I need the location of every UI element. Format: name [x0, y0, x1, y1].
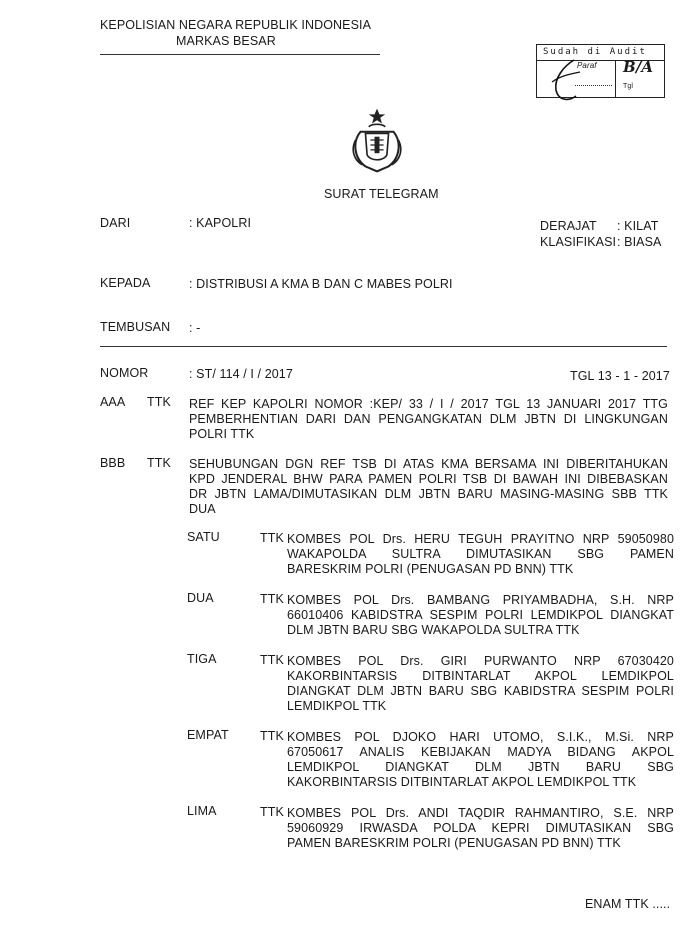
item-ttk: TTK: [260, 805, 284, 819]
kepada-value: : DISTRIBUSI A KMA B DAN C MABES POLRI: [189, 277, 453, 291]
section-line: SEHUBUNGAN DGN REF TSB DI ATAS KMA BERSAMA INI DIBERITAHUKAN: [189, 457, 668, 471]
klasifikasi-label: KLASIFIKASI: [540, 235, 617, 249]
item-ttk: TTK: [260, 653, 284, 667]
header-underline: [100, 54, 380, 55]
stamp-title: Sudah di Audit: [543, 47, 647, 57]
kepada-label: KEPADA: [100, 276, 151, 290]
section-line: DR JBTN LAMA/DIMUTASIKAN DLM JBTN BARU MASING-MASING SBB TTK: [189, 487, 668, 501]
derajat-value: : KILAT: [617, 219, 659, 233]
item-line: KOMBES POL Drs. BAMBANG PRIYAMBADHA, S.H. NRP: [287, 593, 674, 607]
item-line: KOMBES POL DJOKO HARI UTOMO, S.I.K., M.Si. NRP: [287, 730, 674, 744]
item-label: DUA: [187, 591, 214, 605]
derajat-label: DERAJAT: [540, 219, 597, 233]
org-unit: MARKAS BESAR: [176, 34, 276, 48]
nomor-label: NOMOR: [100, 366, 149, 380]
continuation-footer: ENAM TTK .....: [585, 897, 671, 911]
section-line: DUA: [189, 502, 216, 516]
section-line: POLRI TTK: [189, 427, 255, 441]
item-line: KOMBES POL Drs. HERU TEGUH PRAYITNO NRP 59050980: [287, 532, 674, 546]
section-ttk: TTK: [147, 395, 171, 409]
item-ttk: TTK: [260, 729, 284, 743]
section-line: REF KEP KAPOLRI NOMOR :KEP/ 33 / I / 2017 TGL 13 JANUARI 2017 TTG: [189, 397, 668, 411]
section-ttk: TTK: [147, 456, 171, 470]
stamp-column-divider: [615, 60, 616, 97]
item-line: LEMDIKPOL DIANGKAT DLM JBTN BARU SBG: [287, 760, 674, 774]
header-divider: [100, 346, 667, 347]
item-label: TIGA: [187, 652, 217, 666]
item-line: PAMEN BARESKRIM POLRI (PENUGASAN PD BNN) TTK: [287, 836, 621, 850]
item-line: DLM JBTN BARU SBG WAKAPOLDA SULTRA TTK: [287, 623, 580, 637]
stamp-paraf-label: Paraf: [577, 61, 597, 70]
item-label: SATU: [187, 530, 220, 544]
tembusan-label: TEMBUSAN: [100, 320, 171, 334]
item-label: EMPAT: [187, 728, 229, 742]
nomor-value: : ST/ 114 / I / 2017: [189, 367, 293, 381]
org-name: KEPOLISIAN NEGARA REPUBLIK INDONESIA: [100, 18, 372, 32]
item-line: KOMBES POL Drs. GIRI PURWANTO NRP 67030420: [287, 654, 674, 668]
document-title: SURAT TELEGRAM: [324, 187, 439, 201]
dari-value: : KAPOLRI: [189, 216, 252, 230]
item-line: BARESKRIM POLRI (PENUGASAN PD BNN) TTK: [287, 562, 574, 576]
item-label: LIMA: [187, 804, 217, 818]
dari-label: DARI: [100, 216, 131, 230]
item-line: 59060929 IRWASDA POLDA KEPRI DIMUTASIKAN SBG: [287, 821, 674, 835]
section-code: AAA: [100, 395, 126, 409]
item-ttk: TTK: [260, 592, 284, 606]
police-emblem-icon: [344, 102, 410, 178]
item-line: KAKORBINTARSIS DITBINTARLAT AKPOL LEMDIKPOL TTK: [287, 775, 637, 789]
item-line: KAKORBINTARSIS DITBINTARLAT AKPOL LEMDIKPOL: [287, 669, 674, 683]
item-line: LEMDIKPOL TTK: [287, 699, 387, 713]
item-line: 66010406 KABIDSTRA SESPIM POLRI LEMDIKPOL DIANGKAT: [287, 608, 674, 622]
item-ttk: TTK: [260, 531, 284, 545]
klasifikasi-value: : BIASA: [617, 235, 662, 249]
item-line: WAKAPOLDA SULTRA DIMUTASIKAN SBG PAMEN: [287, 547, 674, 561]
section-line: PEMBERHENTIAN DARI DAN PENGANGKATAN DLM JBTN DI LINGKUNGAN: [189, 412, 668, 426]
stamp-signature: B/A: [623, 58, 654, 76]
section-line: KPD JENDERAL BHW PARA PAMEN POLRI TSB DI BAWAH INI DIBEBASKAN: [189, 472, 668, 486]
section-code: BBB: [100, 456, 126, 470]
tembusan-value: : -: [189, 321, 201, 335]
tgl-value: TGL 13 - 1 - 2017: [570, 369, 670, 383]
item-line: KOMBES POL Drs. ANDI TAQDIR RAHMANTIRO, S.E. NRP: [287, 806, 674, 820]
signature-scribble-icon: [546, 56, 590, 104]
stamp-tgl-label: Tgl: [623, 83, 634, 90]
item-line: DIANGKAT DLM JBTN BARU SBG KABIDSTRA SESPIM POLRI: [287, 684, 674, 698]
item-line: 67050617 ANALIS KEBIJAKAN MADYA BIDANG AKPOL: [287, 745, 674, 759]
